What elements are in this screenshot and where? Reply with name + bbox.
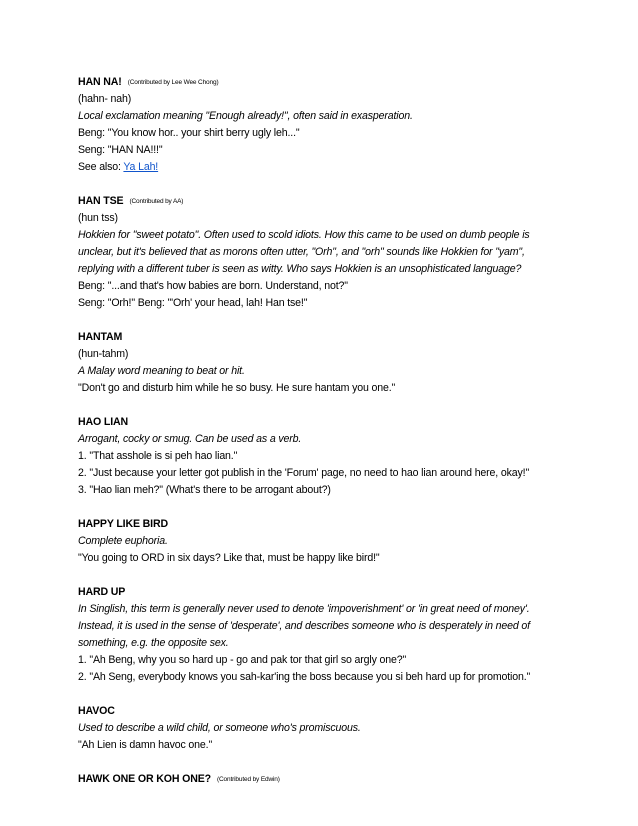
definition: Local exclamation meaning "Enough already!", often said in exasperation. xyxy=(78,110,413,122)
example: Beng: "You know hor.. your shirt berry ugly leh..." xyxy=(78,127,300,139)
example: "You going to ORD in six days? Like that, must be happy like bird!" xyxy=(78,552,380,564)
definition: Hokkien for "sweet potato". Often used to scold idiots. How this came to be used on dumb people is xyxy=(78,229,530,241)
definition: Arrogant, cocky or smug. Can be used as a verb. xyxy=(78,433,302,445)
example: Beng: "...and that's how babies are born. Understand, not?" xyxy=(78,280,348,292)
example: Seng: "Orh!" Beng: "'Orh' your head, lah! Han tse!" xyxy=(78,297,308,309)
dictionary-page xyxy=(78,74,598,788)
contributor-note: (Contributed by Lee Wee Chong) xyxy=(127,79,219,86)
example: 3. "Hao lian meh?" (What's there to be arrogant about?) xyxy=(78,484,331,496)
headword: HAN NA! xyxy=(78,76,122,88)
headword-line xyxy=(78,74,598,91)
definition: Complete euphoria. xyxy=(78,535,168,547)
pronunciation: (hahn- nah) xyxy=(78,93,132,105)
example: 2. "Just because your letter got publish in the 'Forum' page, no need to hao lian around here, okay!" xyxy=(78,467,530,479)
example: 1. "That asshole is si peh hao lian." xyxy=(78,450,238,462)
headword-line xyxy=(78,703,598,720)
headword: HAVOC xyxy=(78,705,115,717)
definition: A Malay word meaning to beat or hit. xyxy=(78,365,245,377)
see-also-line xyxy=(78,159,598,176)
entry-hao-lian xyxy=(78,414,598,499)
definition: unclear, but it's believed that as morons often utter, "Orh", and "orh" sounds like Hokkien for "yam", xyxy=(78,246,525,258)
headword: HAN TSE xyxy=(78,195,124,207)
definition: replying with a different tuber is seen as witty. Who says Hokkien is an unsophisticated language? xyxy=(78,263,522,275)
pronunciation: (hun-tahm) xyxy=(78,348,129,360)
headword-line xyxy=(78,414,598,431)
entry-hard-up xyxy=(78,584,598,686)
entry-happy-like-bird xyxy=(78,516,598,567)
see-also-link[interactable]: Ya Lah! xyxy=(123,161,159,173)
pronunciation: (hun tss) xyxy=(78,212,118,224)
headword-line xyxy=(78,329,598,346)
headword: HANTAM xyxy=(78,331,123,343)
entry-havoc xyxy=(78,703,598,754)
example: "Don't go and disturb him while he so busy. He sure hantam you one." xyxy=(78,382,396,394)
see-also-label: See also: xyxy=(78,161,124,173)
entry-han-na xyxy=(78,74,598,176)
example: 1. "Ah Beng, why you so hard up - go and pak tor that girl so argly one?" xyxy=(78,654,407,666)
definition: In Singlish, this term is generally never used to denote 'impoverishment' or 'in great need of money'. xyxy=(78,603,530,615)
headword: HAPPY LIKE BIRD xyxy=(78,518,168,530)
headword: HAO LIAN xyxy=(78,416,128,428)
headword: HAWK ONE OR KOH ONE? xyxy=(78,773,211,785)
headword-line xyxy=(78,516,598,533)
headword-line xyxy=(78,193,598,210)
entry-hantam xyxy=(78,329,598,397)
example: Seng: "HAN NA!!!" xyxy=(78,144,163,156)
entry-hawk-one-or-koh-one xyxy=(78,771,598,788)
definition: something, e.g. the opposite sex. xyxy=(78,637,229,649)
definition: Instead, it is used in the sense of 'desperate', and describes someone who is desperately in need of xyxy=(78,620,530,632)
headword-line xyxy=(78,584,598,601)
headword-line xyxy=(78,771,598,788)
entry-han-tse xyxy=(78,193,598,312)
contributor-note: (Contributed by Edwin) xyxy=(216,776,280,783)
contributor-note: (Contributed by AA) xyxy=(129,198,184,205)
example: 2. "Ah Seng, everybody knows you sah-kar'ing the boss because you si beh hard up for promotion." xyxy=(78,671,531,683)
headword: HARD UP xyxy=(78,586,126,598)
definition: Used to describe a wild child, or someone who's promiscuous. xyxy=(78,722,361,734)
example: "Ah Lien is damn havoc one." xyxy=(78,739,213,751)
